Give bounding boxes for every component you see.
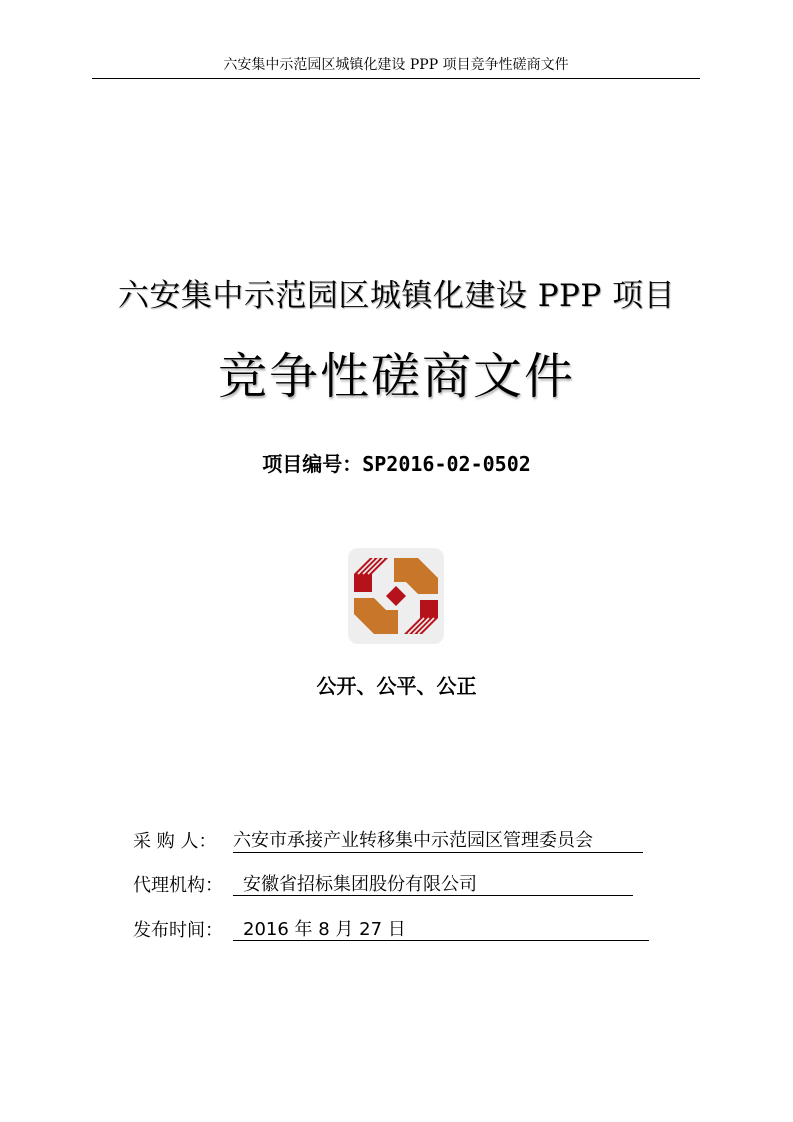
project-number-label: 项目编号：	[262, 452, 363, 476]
document-title-line2: 竞争性磋商文件	[217, 348, 575, 405]
project-number	[0, 451, 793, 477]
agency-label: 代理机构：	[133, 875, 223, 896]
release-date-label: 发布时间：	[133, 920, 223, 941]
purchaser-label: 采 购 人：	[133, 831, 217, 852]
agency-row	[133, 874, 633, 898]
header-rule	[92, 78, 700, 79]
project-number-value: SP2016-02-0502	[362, 452, 531, 476]
purchaser-row	[133, 830, 643, 854]
release-date-value: 2016 年 8 月 27 日	[233, 919, 649, 941]
release-date-row	[133, 919, 649, 943]
agency-value: 安徽省招标集团股份有限公司	[233, 874, 633, 896]
slogan: 公开、公平、公正	[316, 674, 477, 698]
bidding-company-logo-icon	[348, 548, 444, 644]
running-header: 六安集中示范园区城镇化建设 PPP 项目竞争性磋商文件	[223, 57, 569, 73]
purchaser-value: 六安市承接产业转移集中示范园区管理委员会	[233, 830, 643, 853]
document-title-line1: 六安集中示范园区城镇化建设 PPP 项目	[117, 278, 676, 314]
